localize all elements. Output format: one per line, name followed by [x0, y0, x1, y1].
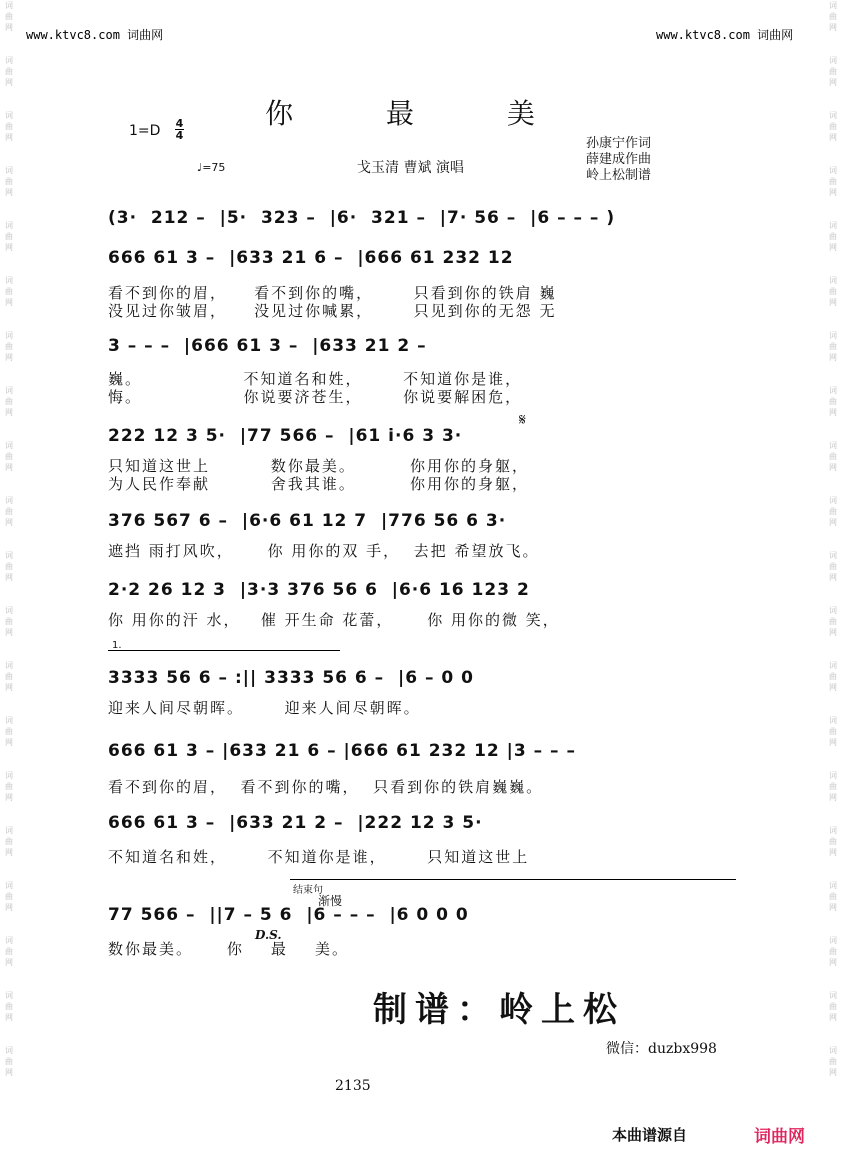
page-number: 2135: [335, 1078, 371, 1094]
notation-line: 376 567 6 – |6·6 61 12 7 |776 56 6 3·: [108, 511, 507, 531]
arranger: 岭上松制谱: [586, 168, 652, 183]
volta-1-bracket: [108, 650, 340, 651]
lyric-line: 迎来人间尽朝晖。 迎来人间尽朝晖。: [108, 699, 421, 717]
time-top: 4: [175, 117, 184, 130]
notation-line: 3 – – – |666 61 3 – |633 21 2 –: [108, 336, 427, 356]
ending-bracket: [290, 879, 736, 880]
lyric-line: 只知道这世上 数你最美。 你用你的身躯，: [108, 457, 530, 475]
lyric-line: 看不到你的眉， 看不到你的嘴， 只看到你的铁肩巍巍。: [108, 778, 544, 796]
lyric-line: 巍。 不知道名和姓， 不知道你是谁，: [108, 370, 523, 388]
score-row: [108, 660, 744, 694]
score-row: [108, 328, 744, 362]
singers: 戈玉清 曹斌 演唱: [357, 160, 464, 176]
tempo-mark: ♩=75: [197, 161, 226, 174]
lyric-line: 不知道名和姓， 不知道你是谁， 只知道这世上: [108, 848, 530, 866]
lyric-line: 你 用你的汗 水， 催 开生命 花蕾， 你 用你的微 笑，: [108, 611, 560, 629]
score-row: [108, 572, 744, 606]
composer: 薛建成作曲: [586, 152, 652, 167]
source-text: 本曲谱源自: [612, 1126, 688, 1144]
source-logo: 词曲网: [754, 1127, 805, 1147]
site-url-left: www.ktvc8.com 词曲网: [26, 28, 164, 42]
time-signature: [175, 118, 184, 141]
notation-line: 222 12 3 5· |77 566 – |61 i·6 3 3·: [108, 426, 463, 446]
volta-1-label: 1.: [112, 640, 122, 651]
lyric-line: 数你最美。 你 最 美。: [108, 940, 349, 958]
score-row: [108, 503, 744, 537]
notation-line: 77 566 – ||7 – 5 6 |6 – – – |6 0 0 0: [108, 905, 469, 925]
lyric-line: 没见过你皱眉， 没见过你喊累， 只见到你的无怨 无: [108, 302, 557, 320]
credits: [586, 136, 651, 184]
ds-mark: D.S.: [255, 928, 282, 942]
score-row: [108, 240, 744, 274]
wechat-id: 微信：duzbx998: [606, 1041, 717, 1057]
score-row: [108, 200, 744, 234]
notation-line: 666 61 3 – |633 21 6 – |666 61 232 12 |3 – – –: [108, 741, 576, 761]
score-row: [108, 418, 744, 452]
time-bottom: 4: [175, 129, 184, 142]
lyricist: 孙康宁作词: [586, 136, 652, 151]
score-row: [108, 733, 744, 767]
lyric-line: 为人民作奉献 舍我其谁。 你用你的身躯，: [108, 475, 530, 493]
score-row: [108, 897, 744, 931]
key-signature: 1=D: [129, 123, 161, 139]
ending-label: 结束句: [293, 885, 323, 896]
notation-line: 2·2 26 12 3 |3·3 376 56 6 |6·6 16 123 2: [108, 580, 530, 600]
segno-mark: 𝄋: [519, 410, 526, 429]
song-title: 你 最 美: [265, 97, 577, 130]
lyric-line: 遮挡 雨打风吹， 你 用你的双 手， 去把 希望放飞。: [108, 542, 540, 560]
site-url-right: www.ktvc8.com 词曲网: [656, 28, 794, 42]
notation-line: 666 61 3 – |633 21 6 – |666 61 232 12: [108, 248, 514, 268]
left-watermark-strip: 词曲网 词曲网 词曲网 词曲网 词曲网 词曲网 词曲网 词曲网 词曲网 词曲网 词曲网 词曲网 词曲网 词曲网 词曲网 词曲网 词曲网 词曲网 词曲网 词曲网: [5, 1, 13, 1077]
notation-line: 666 61 3 – |633 21 2 – |222 12 3 5·: [108, 813, 483, 833]
lyric-line: 悔。 你说要济苍生， 你说要解困危，: [108, 388, 523, 406]
score-row: [108, 805, 744, 839]
notation-line: 3333 56 6 – :|| 3333 56 6 – |6 – 0 0: [108, 668, 474, 688]
slow-mark: 渐慢: [318, 894, 343, 908]
signature: 制谱：岭上松: [373, 990, 625, 1030]
lyric-line: 看不到你的眉， 看不到你的嘴， 只看到你的铁肩 巍: [108, 284, 557, 302]
right-watermark-strip: 词曲网 词曲网 词曲网 词曲网 词曲网 词曲网 词曲网 词曲网 词曲网 词曲网 词曲网 词曲网 词曲网 词曲网 词曲网 词曲网 词曲网 词曲网 词曲网 词曲网: [829, 1, 837, 1077]
notation-line: (3· 212 – |5· 323 – |6· 321 – |7· 56 – |6 – – – ): [108, 208, 616, 228]
